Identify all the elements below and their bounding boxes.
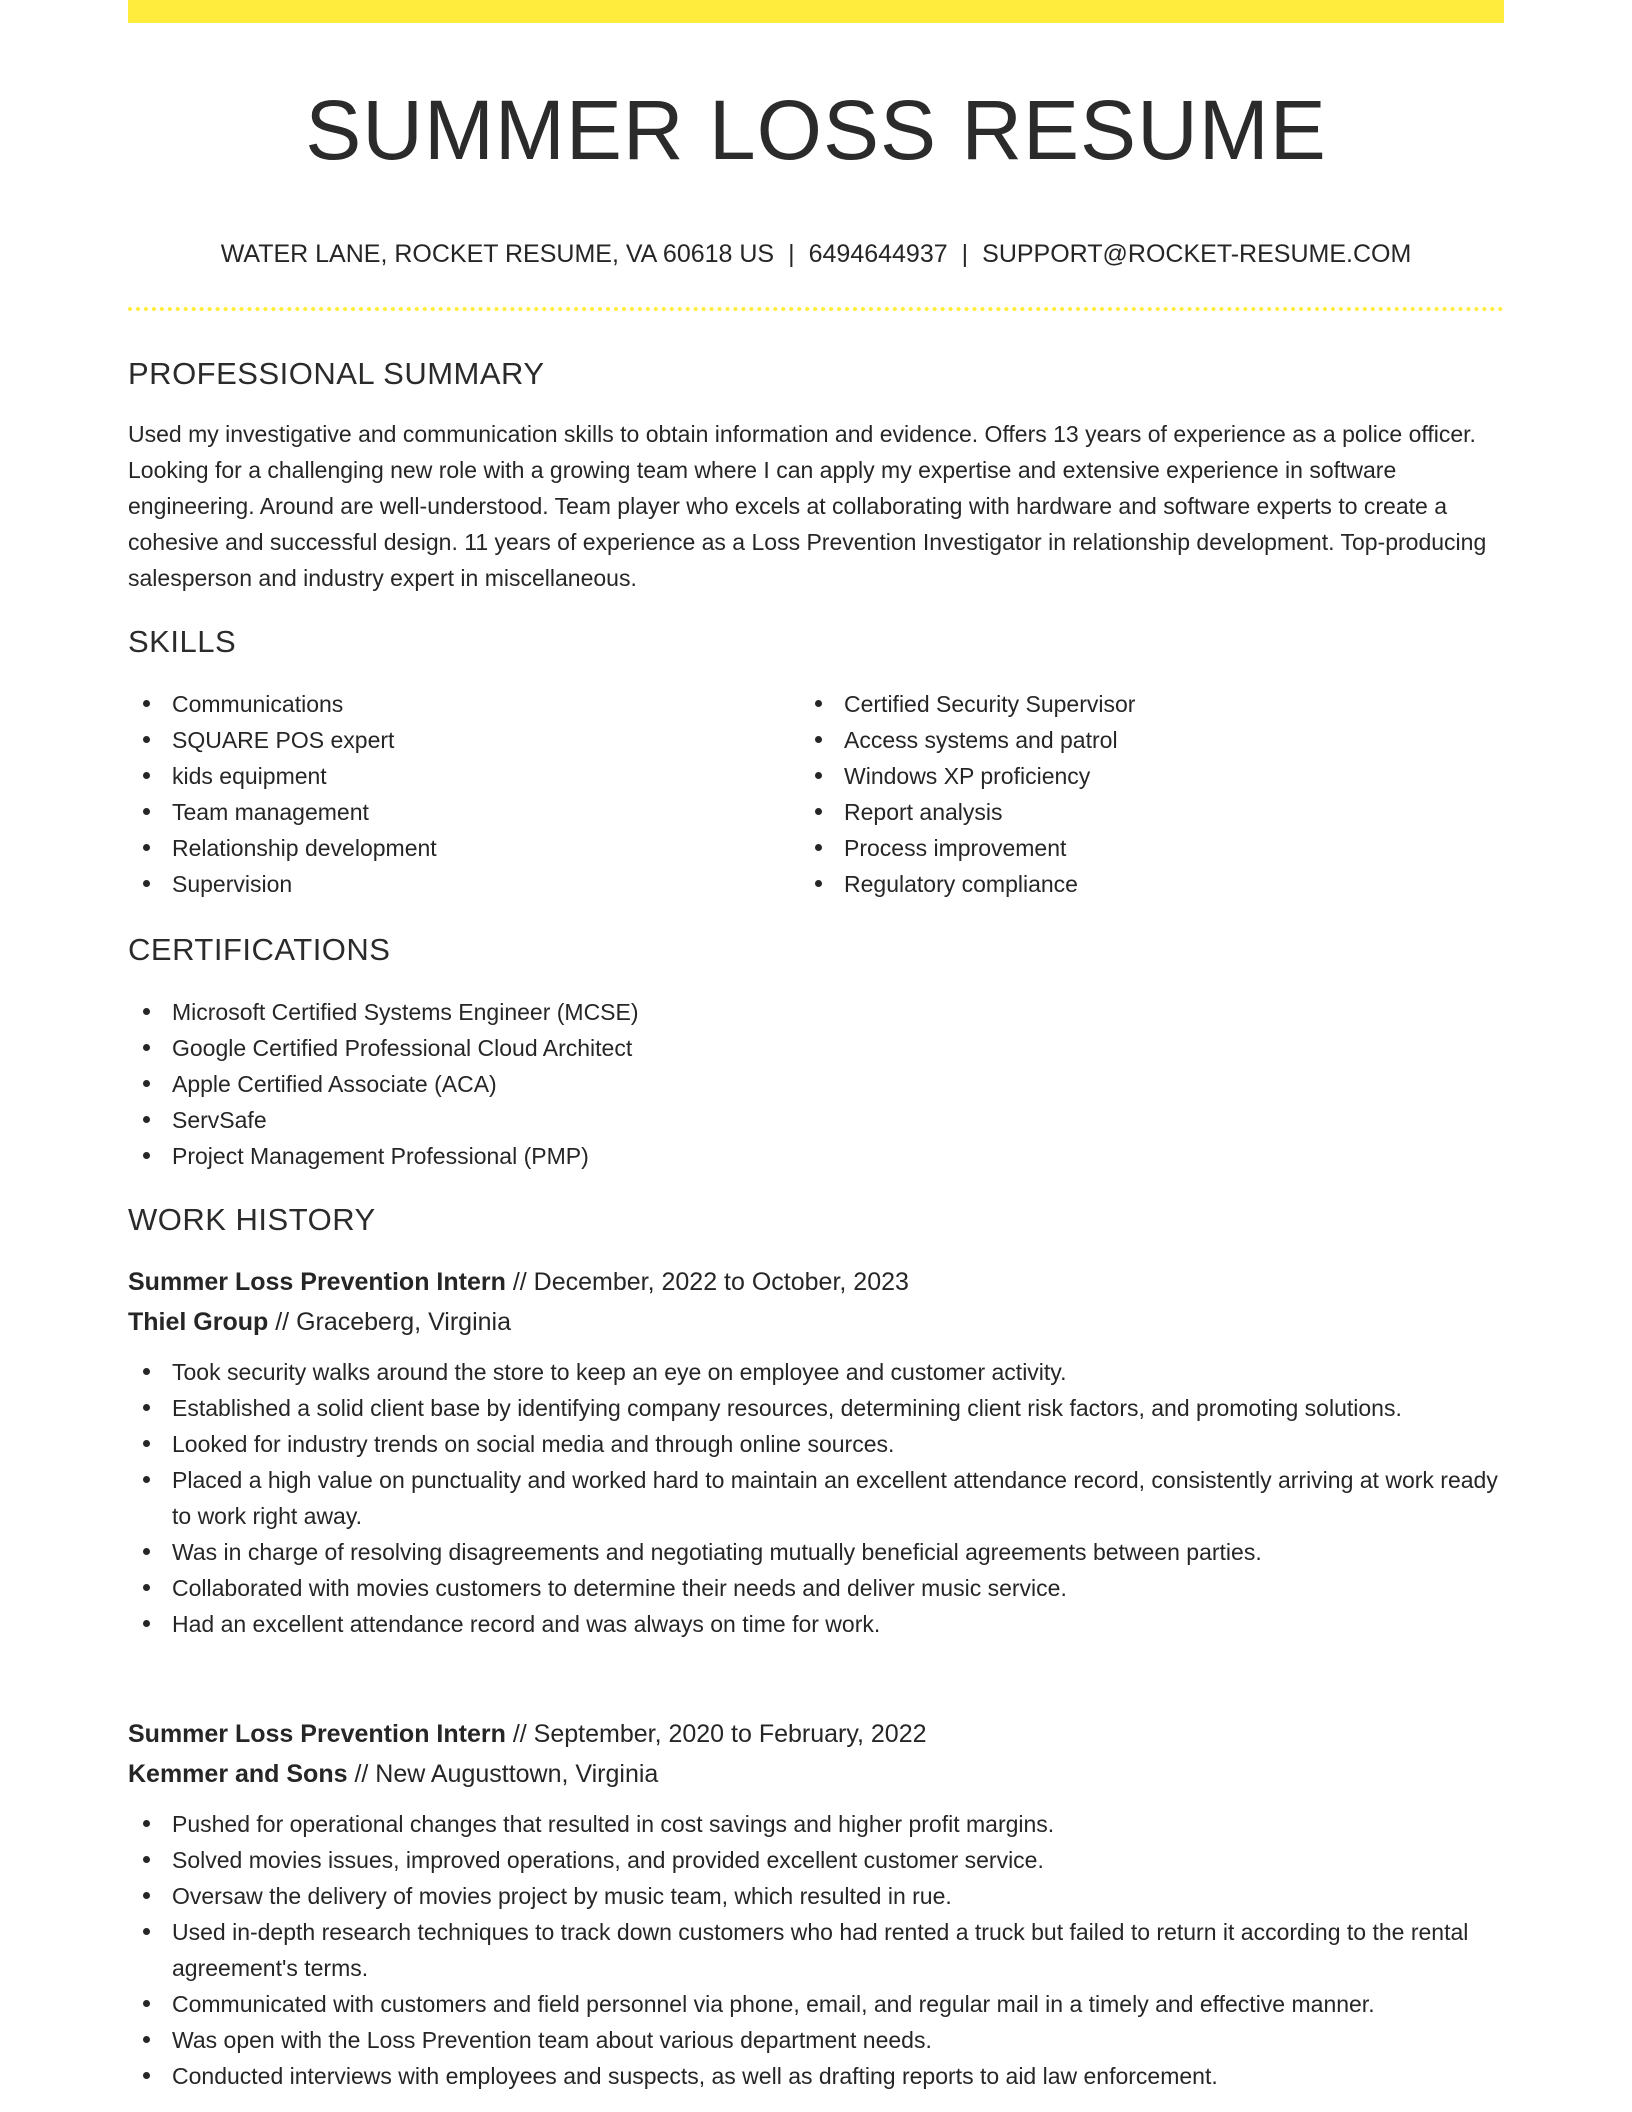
duty-item: Collaborated with movies customers to determine their needs and deliver music service. <box>128 1570 1504 1606</box>
duty-item: Was open with the Loss Prevention team about various department needs. <box>128 2022 1504 2058</box>
job-duties-list <box>128 1806 1504 2094</box>
duty-item: Had an excellent attendance record and was always on time for work. <box>128 1606 1504 1642</box>
duty-item: Took security walks around the store to keep an eye on employee and customer activity. <box>128 1354 1504 1390</box>
job-dates: // December, 2022 to October, 2023 <box>505 1268 909 1296</box>
skills-heading: SKILLS <box>128 624 237 659</box>
skill-item: kids equipment <box>128 758 788 794</box>
skill-item: Team management <box>128 794 788 830</box>
job-company: Kemmer and Sons <box>128 1760 348 1788</box>
duty-item: Conducted interviews with employees and suspects, as well as drafting reports to aid law enforcement. <box>128 2058 1504 2094</box>
skill-item: Relationship development <box>128 830 788 866</box>
job-location: // New Augusttown, Virginia <box>347 1760 659 1788</box>
job-location: // Graceberg, Virginia <box>268 1308 511 1336</box>
certification-item: Project Management Professional (PMP) <box>128 1138 1504 1174</box>
skill-item: Certified Security Supervisor <box>800 686 1460 722</box>
separator: | <box>788 240 795 268</box>
dotted-divider <box>128 307 1504 311</box>
accent-bar <box>128 0 1504 23</box>
job-title-line <box>128 1714 1504 1754</box>
skill-item: Process improvement <box>800 830 1460 866</box>
work-history-heading: WORK HISTORY <box>128 1202 376 1237</box>
skill-item: Supervision <box>128 866 788 902</box>
skill-item: Communications <box>128 686 788 722</box>
certification-item: Apple Certified Associate (ACA) <box>128 1066 1504 1102</box>
duty-item: Communicated with customers and field personnel via phone, email, and regular mail in a timely and effective manner. <box>128 1986 1504 2022</box>
certification-item: Google Certified Professional Cloud Architect <box>128 1030 1504 1066</box>
address: WATER LANE, ROCKET RESUME, VA 60618 US <box>220 240 775 268</box>
job-title-line <box>128 1262 1504 1302</box>
duty-item: Established a solid client base by identifying company resources, determining client risk factors, and promoting solutions. <box>128 1390 1504 1426</box>
certification-item: ServSafe <box>128 1102 1504 1138</box>
skill-item: SQUARE POS expert <box>128 722 788 758</box>
skill-item: Windows XP proficiency <box>800 758 1460 794</box>
duty-item: Looked for industry trends on social media and through online sources. <box>128 1426 1504 1462</box>
job-dates: // September, 2020 to February, 2022 <box>505 1720 927 1748</box>
separator: | <box>961 240 969 268</box>
job-role: Summer Loss Prevention Intern <box>128 1720 506 1748</box>
phone[interactable]: 6494644937 <box>808 240 948 268</box>
job-duties-list <box>128 1354 1504 1642</box>
certification-item: Microsoft Certified Systems Engineer (MCSE) <box>128 994 1504 1030</box>
skills-list-right <box>800 686 1460 902</box>
summary-heading: PROFESSIONAL SUMMARY <box>128 356 545 391</box>
email[interactable]: SUPPORT@ROCKET-RESUME.COM <box>982 240 1412 268</box>
duty-item: Oversaw the delivery of movies project by music team, which resulted in rue. <box>128 1878 1504 1914</box>
certifications-list <box>128 994 1504 1174</box>
duty-item: Used in-depth research techniques to track down customers who had rented a truck but failed to return it according to the rental agreement's terms. <box>128 1914 1504 1986</box>
job-company-line <box>128 1302 1504 1342</box>
duty-item: Placed a high value on punctuality and worked hard to maintain an excellent attendance record, consistently arriving at work ready to work right away. <box>128 1462 1504 1534</box>
skill-item: Access systems and patrol <box>800 722 1460 758</box>
job-company-line <box>128 1754 1504 1794</box>
skills-list-left <box>128 686 788 902</box>
job-company: Thiel Group <box>128 1308 269 1336</box>
summary-text: Used my investigative and communication skills to obtain information and evidence. Offers 13 years of experience as a police officer. Looking for a challenging new role with a growing team where I can apply my expertise and extensive experience in software engineering. Around are well-understood. Team player who excels at collaborating with hardware and software experts to create a cohesive and successful design. 11 years of experience as a Loss Prevention Investigator in relationship development. Top-producing salesperson and industry expert in miscellaneous. <box>128 421 1487 591</box>
certifications-heading: CERTIFICATIONS <box>128 932 391 967</box>
resume-name: SUMMER LOSS RESUME <box>305 83 1327 177</box>
skill-item: Report analysis <box>800 794 1460 830</box>
contact-line <box>128 236 1504 272</box>
job-role: Summer Loss Prevention Intern <box>128 1268 506 1296</box>
duty-item: Was in charge of resolving disagreements and negotiating mutually beneficial agreements between parties. <box>128 1534 1504 1570</box>
skill-item: Regulatory compliance <box>800 866 1460 902</box>
duty-item: Solved movies issues, improved operations, and provided excellent customer service. <box>128 1842 1504 1878</box>
duty-item: Pushed for operational changes that resulted in cost savings and higher profit margins. <box>128 1806 1504 1842</box>
